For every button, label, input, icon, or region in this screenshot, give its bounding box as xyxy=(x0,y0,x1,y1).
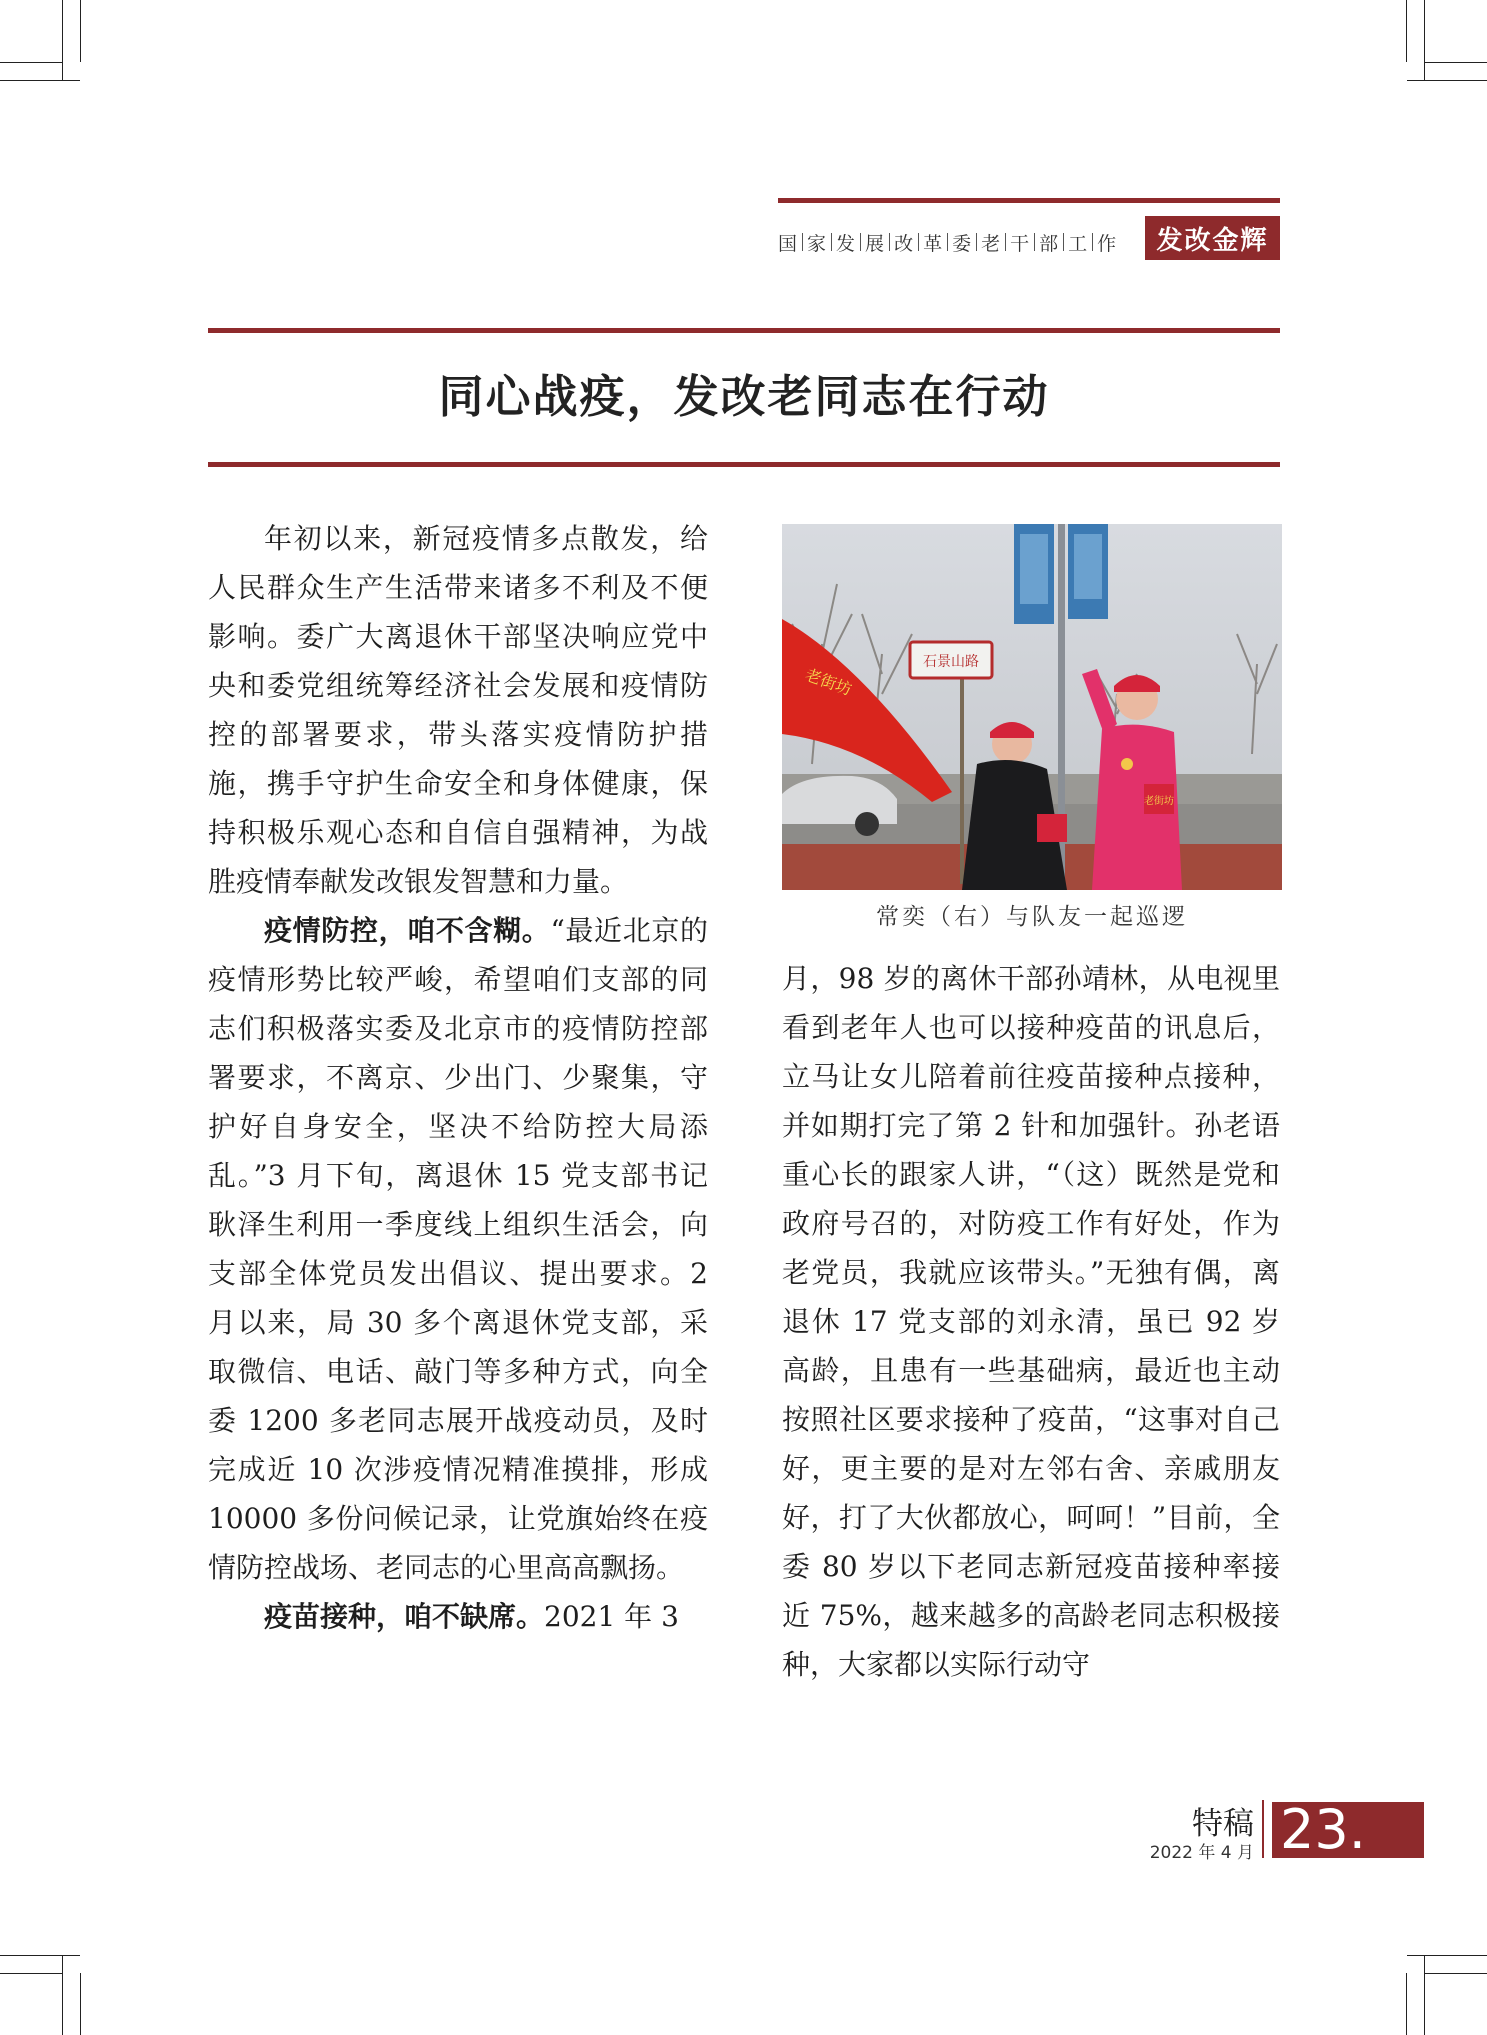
crop-mark xyxy=(0,62,62,63)
header-nav-char: 部 xyxy=(1039,232,1060,255)
title-rule-bottom xyxy=(208,462,1280,467)
article-column-left xyxy=(208,514,708,1641)
paragraph-lead: 疫情防控，咱不含糊。 xyxy=(264,914,551,947)
header-nav-char: 工 xyxy=(1068,232,1089,255)
crop-mark xyxy=(0,80,80,81)
crop-mark xyxy=(1424,62,1487,63)
paragraph-lead: 疫苗接种，咱不缺席。 xyxy=(264,1600,545,1633)
paragraph: 月，98 岁的离休干部孙靖林，从电视里看到老年人也可以接种疫苗的讯息后，立马让女儿陪着前往疫苗接种点接种，并如期打完了第 2 针和加强针。孙老语重心长的跟家人讲，“（这）既然是党和政府号召的，对防疫工作有好处，作为老党员，我就应该带头。”无独有偶，离退休 17 党支部的刘永清，虽已 92 岁高龄，且患有一些基础病，最近也主动按照社区要求接种了疫苗，“这事对自己好，更主要的是对左邻右舍、亲戚朋友好，打了大伙都放心，呵呵！”目前，全委 80 岁以下老同志新冠疫苗接种率接近 75%，越来越多的高龄老同志积极接种，大家都以实际行动守 xyxy=(782,962,1280,1681)
article-photo xyxy=(782,524,1282,890)
header-nav-char: 委 xyxy=(952,232,973,255)
header-rule xyxy=(778,198,1280,203)
crop-mark xyxy=(0,1973,62,1974)
armband-text: 老街坊 xyxy=(1144,796,1174,807)
header-nav xyxy=(778,226,1117,258)
header-nav-char: 改 xyxy=(894,232,915,255)
crop-mark xyxy=(62,0,63,80)
brand-logo: 发改金辉 xyxy=(1145,216,1280,260)
paragraph-body: 2021 年 3 xyxy=(544,1600,679,1633)
paragraph: 年初以来，新冠疫情多点散发，给人民群众生产生活带来诸多不利及不便影响。委广大离退休干部坚决响应党中央和委党组统筹经济社会发展和疫情防控的部署要求，带头落实疫情防护措施，携手守护生命安全和身体健康，保持积极乐观心态和自信自强精神，为战胜疫情奉献发改银发智慧和力量。 xyxy=(208,522,708,898)
page-number: 23. xyxy=(1272,1802,1424,1858)
paragraph xyxy=(208,1592,708,1641)
crop-mark xyxy=(80,0,81,62)
paragraph-body: “最近北京的疫情形势比较严峻，希望咱们支部的同志们积极落实委及北京市的疫情防控部署要求，不离京、少出门、少聚集，守护好自身安全，坚决不给防控大局添乱。”3 月下旬，离退休 15 党支部书记耿泽生利用一季度线上组织生活会，向支部全体党员发出倡议、提出要求。2 月以来，局 30 多个离退休党支部，采取微信、电话、敲门等多种方式，向全委 1200 多老同志展开战疫动员，及时完成近 10 次涉疫情况精准摸排，形成 10000 多份问候记录，让党旗始终在疫情防控战场、老同志的心里高高飘扬。 xyxy=(208,914,708,1584)
footer-divider xyxy=(1262,1800,1264,1858)
crop-mark xyxy=(1406,0,1407,62)
title-rule-top xyxy=(208,328,1280,333)
article-column-right xyxy=(782,954,1280,1689)
crop-mark xyxy=(1424,0,1425,80)
photo-caption: 常奕（右）与队友一起巡逻 xyxy=(876,904,1188,930)
issue-date: 2022 年 4 月 xyxy=(1149,1843,1254,1863)
crop-mark xyxy=(1424,1955,1425,2035)
header-nav-char: 国 xyxy=(778,232,799,255)
header-nav-char: 老 xyxy=(981,232,1002,255)
paragraph xyxy=(208,906,708,1592)
section-label: 特稿 xyxy=(1192,1806,1254,1842)
crop-mark xyxy=(0,1955,80,1956)
crop-mark xyxy=(1424,1973,1487,1974)
header-nav-char: 革 xyxy=(923,232,944,255)
header-nav-char: 展 xyxy=(865,232,886,255)
street-sign-text: 石景山路 xyxy=(923,654,979,670)
flag-text: 老街坊 xyxy=(802,664,855,700)
crop-mark xyxy=(1406,1973,1407,2035)
header-nav-char: 家 xyxy=(807,232,828,255)
header-nav-char: 发 xyxy=(836,232,857,255)
crop-mark xyxy=(1407,80,1487,81)
header-nav-char: 作 xyxy=(1097,232,1118,255)
article-title: 同心战疫，发改老同志在行动 xyxy=(438,370,1050,423)
crop-mark xyxy=(1407,1955,1487,1956)
header-nav-char: 干 xyxy=(1010,232,1031,255)
crop-mark xyxy=(80,1973,81,2035)
crop-mark xyxy=(62,1955,63,2035)
